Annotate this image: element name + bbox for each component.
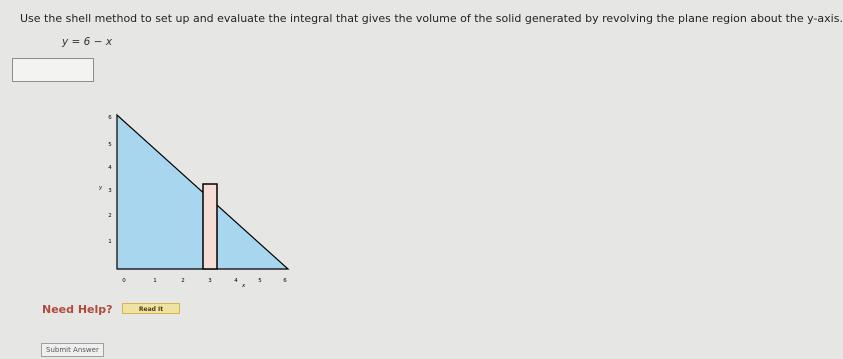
- y-axis-label: y: [99, 185, 103, 191]
- y-tick-label-2: 2: [108, 213, 112, 219]
- shell-rectangle: [203, 184, 217, 269]
- x-tick-label-3: 3: [208, 278, 212, 284]
- question-text: Use the shell method to set up and evaluate the integral that gives the volume of the solid generated by revolving the plane region about the y-axis.: [20, 12, 843, 25]
- y-tick-label-6: 6: [108, 115, 112, 121]
- x-tick-label-2: 2: [181, 278, 185, 284]
- x-tick-label-6: 6: [283, 278, 287, 284]
- y-tick-label-5: 5: [108, 142, 112, 148]
- x-tick-label-4: 4: [234, 278, 238, 284]
- x-tick-label-5: 5: [258, 278, 262, 284]
- read-it-button[interactable]: Read It: [122, 303, 180, 314]
- need-help-label: Need Help?: [42, 303, 113, 316]
- x-axis-label: x: [242, 283, 246, 289]
- graph: [97, 106, 302, 288]
- y-tick-label-3: 3: [108, 188, 112, 194]
- x-tick-label-1: 1: [153, 278, 157, 284]
- y-tick-label-4: 4: [108, 165, 112, 171]
- y-tick-label-1: 1: [108, 239, 112, 245]
- x-tick-label-0: 0: [122, 278, 126, 284]
- submit-answer-button[interactable]: Submit Answer: [41, 343, 104, 357]
- equation: y = 6 − x: [62, 36, 113, 48]
- answer-input-box[interactable]: [12, 58, 94, 82]
- graph-svg: [97, 106, 302, 288]
